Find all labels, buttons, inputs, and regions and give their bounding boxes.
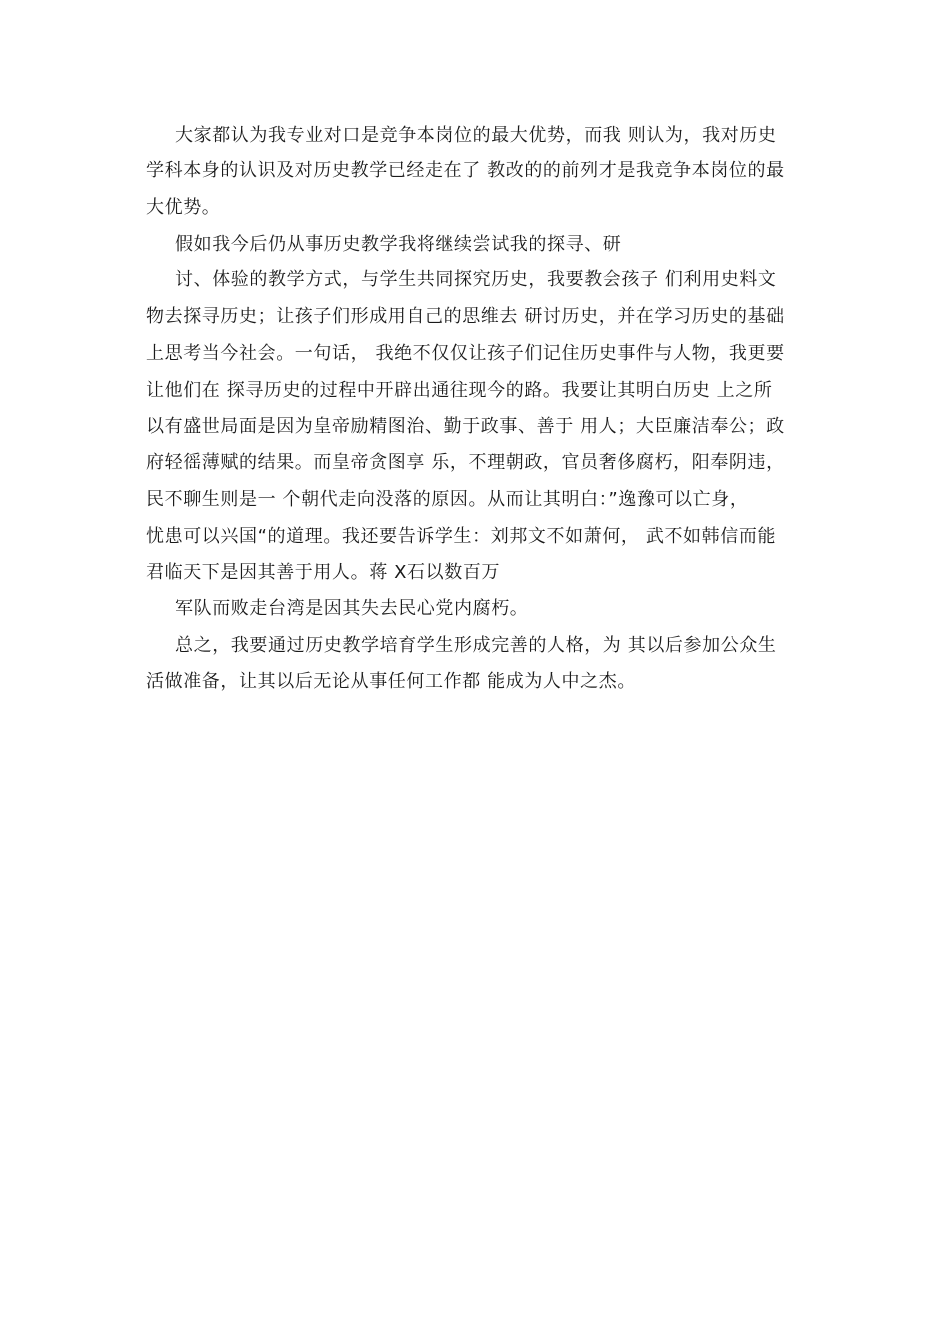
- paragraph-3-line-5: 以有盛世局面是因为皇帝励精图治、勤于政事、善于 用人；大臣廉洁奉公；政: [146, 416, 785, 437]
- paragraph-3-line-2: 物去探寻历史；让孩子们形成用自己的思维去 研讨历史，并在学习历史的基础: [146, 306, 785, 327]
- paragraph-3-line-3: 上思考当今社会。一句话， 我绝不仅仅让孩子们记住历史事件与人物，我更要: [146, 343, 785, 364]
- paragraph-5-line-2: 活做准备，让其以后无论从事任何工作都 能成为人中之杰。: [146, 671, 636, 692]
- paragraph-4-line-1: 军队而败走台湾是因其失去民心党内腐朽。: [175, 598, 529, 619]
- paragraph-3-line-8: 忧患可以兴国“的道理。我还要告诉学生：刘邦文不如萧何， 武不如韩信而能: [146, 526, 777, 547]
- paragraph-3-line-6: 府轻徭薄赋的结果。而皇帝贪图享 乐，不理朝政，官员奢侈腐朽，阳奉阴违，: [146, 452, 785, 473]
- paragraph-1-line-2: 学科本身的认识及对历史教学已经走在了 教改的的前列才是我竞争本岗位的最: [146, 160, 785, 181]
- paragraph-3-line-9: 君临天下是因其善于用人。蒋 X石以数百万: [146, 562, 501, 583]
- paragraph-1-line-1: 大家都认为我专业对口是竞争本岗位的最大优势，而我 则认为，我对历史: [175, 125, 777, 146]
- paragraph-3-line-1: 讨、体验的教学方式，与学生共同探究历史，我要教会孩子 们利用史料文: [175, 269, 777, 290]
- paragraph-1-line-3: 大优势。: [146, 197, 221, 218]
- paragraph-5-line-1: 总之，我要通过历史教学培育学生形成完善的人格，为 其以后参加公众生: [175, 635, 777, 656]
- paragraph-3-line-7: 民不聊生则是一 个朝代走向没落的原因。从而让其明白：”逸豫可以亡身，: [146, 489, 749, 510]
- paragraph-2-line-1: 假如我今后仍从事历史教学我将继续尝试我的探寻、研: [175, 234, 622, 255]
- paragraph-3-line-4: 让他们在 探寻历史的过程中开辟出通往现今的路。我要让其明白历史 上之所: [146, 380, 773, 401]
